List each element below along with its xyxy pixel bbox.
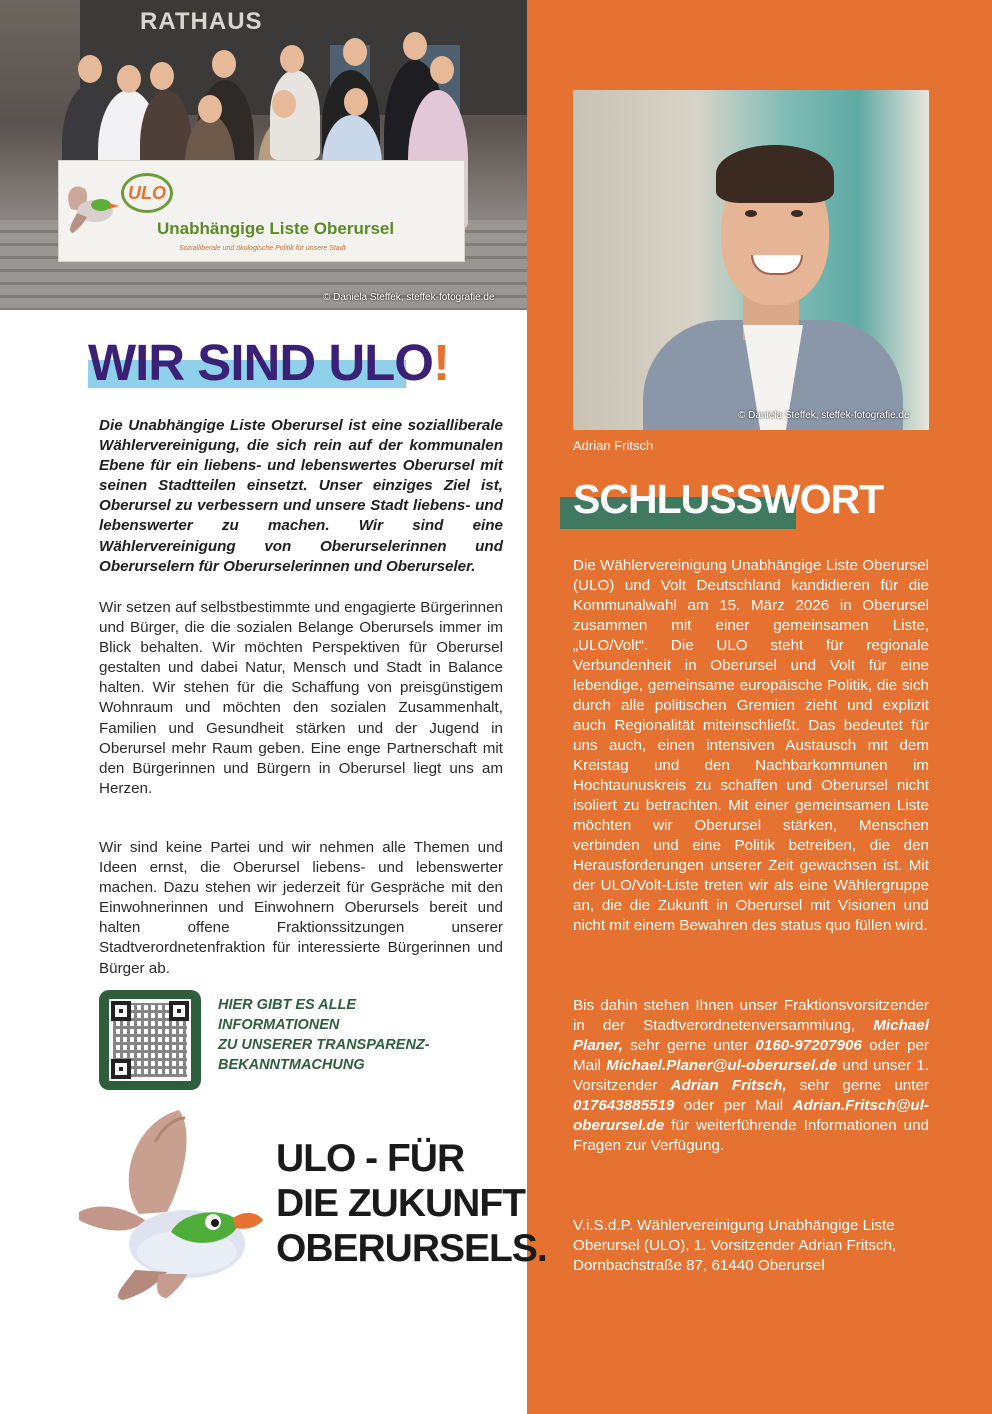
person-head — [212, 50, 236, 78]
person-head — [403, 32, 427, 60]
portrait-caption: Adrian Fritsch — [573, 438, 654, 453]
contact-name: Adrian Fritsch, — [670, 1077, 787, 1094]
headline-words: WIR SIND ULO — [88, 334, 433, 391]
headline-exclamation: ! — [432, 334, 449, 391]
slogan-line: OBERURSELS. — [276, 1227, 547, 1270]
contact-paragraph — [573, 996, 929, 1156]
headline — [88, 336, 449, 390]
portrait-eye — [745, 210, 757, 217]
slogan-line: DIE ZUKUNFT — [276, 1182, 525, 1225]
group-photo — [0, 0, 527, 310]
qr-caption-line: HIER GIBT ES ALLE INFORMATIONEN — [218, 997, 357, 1033]
schlusswort-heading: SCHLUSSWORT — [573, 476, 884, 522]
portrait-hair — [716, 145, 834, 203]
banner-logo: ULO — [121, 173, 173, 213]
person-head — [343, 38, 367, 66]
body-paragraph-2: Wir sind keine Partei und wir nehmen alle Themen und Ideen ernst, die Oberursel liebens- und lebenswerter machen. Dazu stehen wir jederzeit für Gespräche mit den Einwohnerinnen und Einwohnern Oberursels bereit und halten offene Fraktionssitzungen unserer Stadtverordnetenfraktion für interessierte Bürgerinnen und Bürger ab. — [99, 839, 503, 977]
body-paragraph-1: Wir setzen auf selbstbestimmte und engagierte Bürgerinnen und Bürger, die die sozialen Belange Oberursels immer im Blick behalten. Wir möchten Perspektiven für Oberursel gestalten und dabei Natur, Mensch und Stadt in Balance halten. Wir stehen für die Schaffung von preisgünstigem Wohnraum und möchten den sozialen Zusammenhalt, Familien und Gesundheit stärken und der Jugend in Oberursel mehr Raum geben. Eine enge Partnerschaft mit den Bürgerinnen und Bürgern in Oberursel liegt uns am Herzen. — [99, 599, 503, 797]
slogan — [276, 1136, 547, 1271]
person-head — [198, 95, 222, 123]
portrait-eye — [791, 210, 803, 217]
banner-subtitle: Sozialliberale und ökologische Politik für unsere Stadt — [179, 245, 346, 252]
photo-credit: © Daniela Steffek, steffek-fotografie.de — [323, 292, 495, 303]
person-head — [272, 90, 296, 118]
qr-finder — [111, 1001, 131, 1021]
person-head — [117, 65, 141, 93]
bird-logo-icon — [63, 175, 119, 235]
contact-text: oder per Mail — [683, 1097, 784, 1114]
schlusswort-paragraph: Die Wählervereinigung Unabhängige Liste Oberursel (ULO) und Volt Deutschland kandidieren für die Kommunalwahl am 15. März 2026 in Oberursel zusammen mit einer gemeinsamen Liste, „ULO/Volt“. Die ULO steht für regionale Verbundenheit in Oberursel und Volt für eine lebendige, gemeinsame europäische Politik, die sich durch alle politischen Gremien zieht und explizit auch Regionalität miteinschließt. Das bedeutet für uns auch, einen intensiven Austausch mit dem Kreistag und den Nachbarkommunen im Hochtaunuskreis zu schaffen und Oberursel nicht isoliert zu betrachten. Mit einer gemeinsamen Liste möchten wir Oberursel stärken, Menschen verbinden und eine Politik betreiben, die den Herausforderungen unserer Zeit gewachsen ist. Mit der ULO/Volt-Liste treten wir als eine Wählergruppe an, die die Zukunft in Oberursel mit Visionen und nicht mit einem Bewahren des status quo füllen wird. — [573, 557, 929, 934]
person-head — [280, 45, 304, 73]
contact-text: sehr gerne unter — [630, 1037, 749, 1054]
banner-title: Unabhängige Liste Oberursel — [157, 219, 395, 238]
contact-text: für weiterführende Informationen und Fragen zur Verfügung. — [573, 1117, 929, 1154]
slogan-line: ULO - FÜR — [276, 1137, 465, 1180]
person-head — [150, 62, 174, 90]
contact-phone[interactable]: 017643885519 — [573, 1097, 675, 1114]
imprint: V.i.S.d.P. Wählervereinigung Unabhängige Liste Oberursel (ULO), 1. Vorsitzender Adrian Fritsch, Dornbachstraße 87, 61440 Oberursel — [573, 1217, 897, 1274]
rathaus-sign: RATHAUS — [140, 8, 263, 35]
contact-email[interactable]: Adrian.Fritsch@ul-oberursel.de — [573, 1097, 929, 1134]
intro-paragraph: Die Unabhängige Liste Oberursel ist eine sozialliberale Wählervereinigung, die sich rein auf der kommunalen Ebene für ein liebens- und lebenswertes Oberursel mit seinen Stadtteilen einsetzt. Unser einziges Ziel ist, Oberursel zu verbessern und unsere Stadt liebens- und lebenswerter zu machen. Wir sind eine Wählervereinigung von Oberurselerinnen und Oberurselern für Oberurselerinnen und Oberurseler. — [99, 417, 503, 575]
person-head — [78, 55, 102, 83]
contact-text: Bis dahin stehen Ihnen unser Fraktionsvorsitzender in der Stadtverordnetenversammlung, — [573, 997, 929, 1034]
qr-caption-line: BEKANNTMACHUNG — [218, 1057, 365, 1073]
qr-caption — [218, 995, 478, 1075]
contact-text: und unser 1. Vorsitzender — [573, 1057, 929, 1094]
contact-name: Michael Planer, — [573, 1017, 929, 1054]
qr-finder — [111, 1059, 131, 1079]
qr-code[interactable] — [99, 990, 201, 1090]
portrait-photo — [573, 90, 929, 430]
qr-caption-line: ZU UNSERER TRANSPARENZ- — [218, 1037, 430, 1053]
contact-text: sehr gerne unter — [799, 1077, 929, 1094]
portrait-credit: © Daniela Steffek, steffek-fotografie.de — [738, 410, 910, 421]
contact-text: oder per Mail — [573, 1037, 929, 1074]
qr-code-image — [109, 999, 191, 1081]
ulo-bird-mascot-icon — [75, 1102, 265, 1302]
qr-finder — [169, 1001, 189, 1021]
headline-text — [88, 336, 449, 390]
contact-phone[interactable]: 0160-97207906 — [755, 1037, 862, 1054]
ulo-banner — [58, 160, 465, 262]
person-head — [344, 88, 368, 116]
person-head — [430, 56, 454, 84]
contact-email[interactable]: Michael.Planer@ul-oberursel.de — [606, 1057, 838, 1074]
